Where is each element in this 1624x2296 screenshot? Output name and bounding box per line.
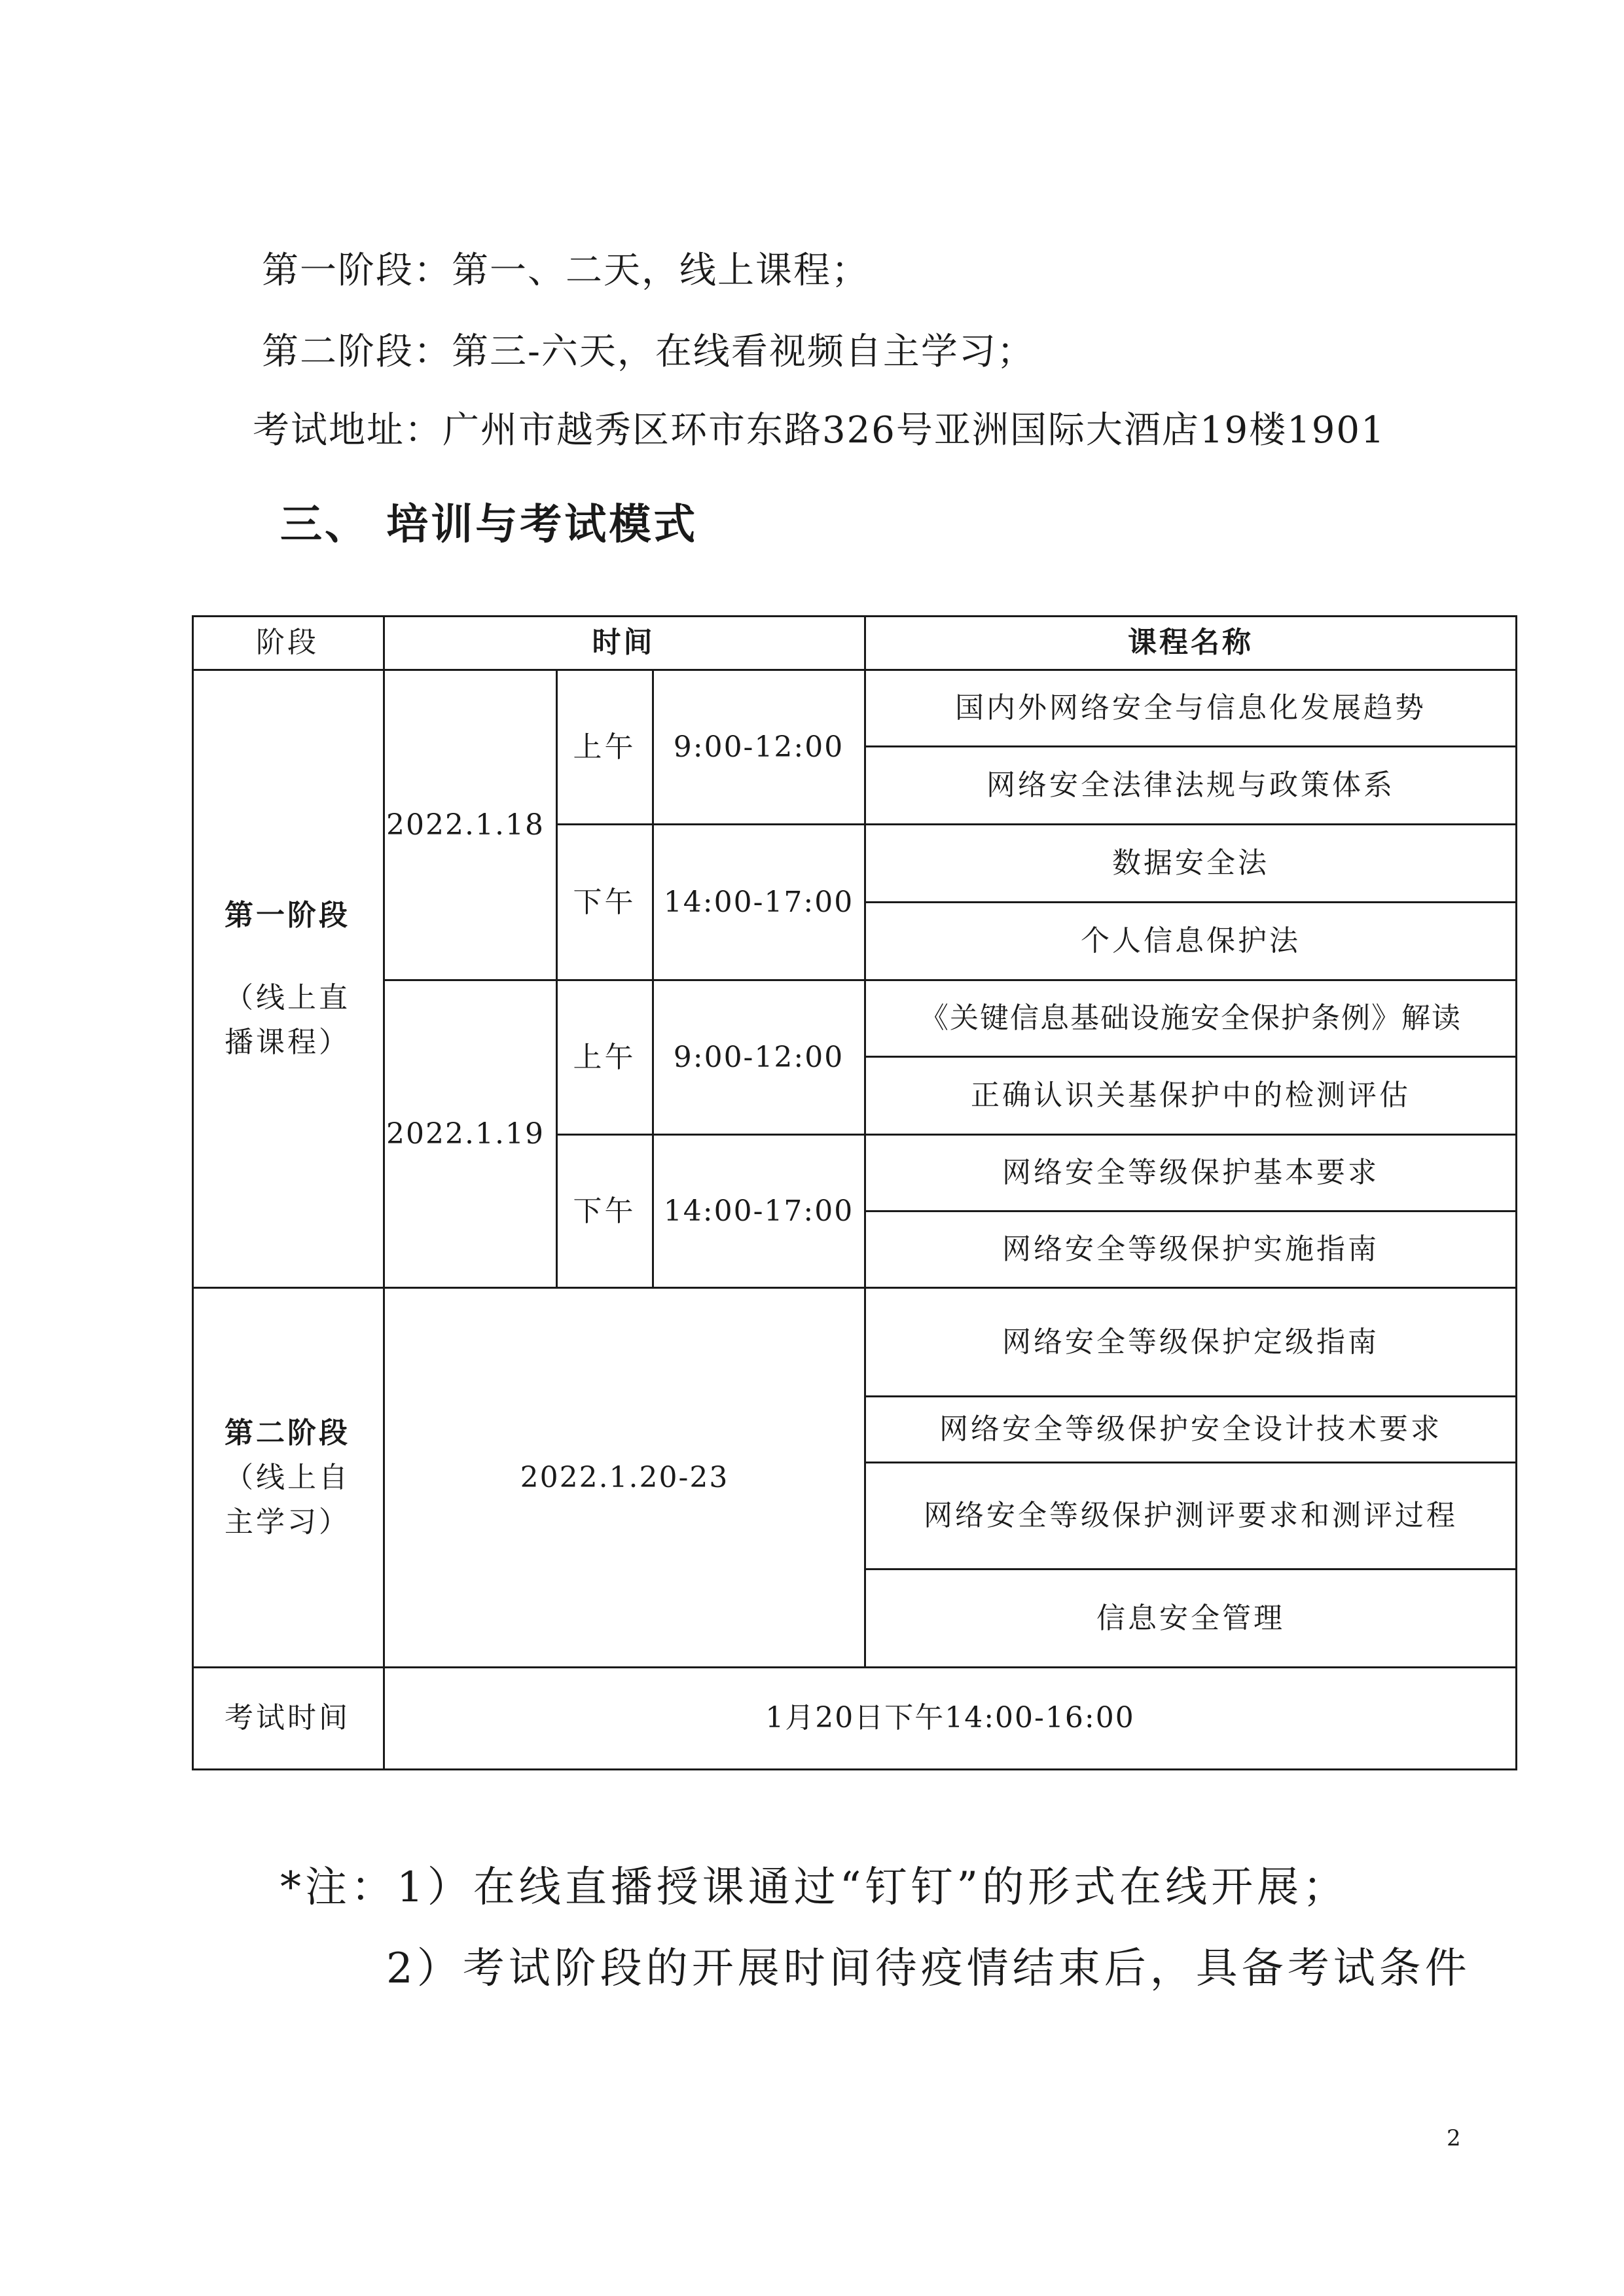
course-cell-3: 数据安全法 bbox=[1112, 846, 1269, 880]
course-cell-2: 网络安全法律法规与政策体系 bbox=[986, 768, 1395, 802]
date-cell-1: 2022.1.18 bbox=[386, 808, 545, 842]
course-cell-12: 信息安全管理 bbox=[1096, 1601, 1285, 1635]
course-cell-4: 个人信息保护法 bbox=[1081, 924, 1301, 958]
intro-line-1: 第一阶段：第一、二天，线上课程； bbox=[262, 249, 869, 292]
stage-2-name: 第二阶段 bbox=[225, 1416, 350, 1450]
period-cell-4: 下午 bbox=[573, 1194, 636, 1228]
header-stage: 阶段 bbox=[256, 625, 319, 659]
stage-1-name: 第一阶段 bbox=[225, 898, 350, 932]
stage-1-cell bbox=[192, 670, 383, 1288]
stage-2-cell bbox=[192, 1288, 383, 1668]
course-cell-6: 正确认识关基保护中的检测评估 bbox=[971, 1079, 1411, 1113]
period-cell-1: 上午 bbox=[573, 730, 636, 764]
time-cell-1: 9:00-12:00 bbox=[673, 730, 844, 764]
page-number: 2 bbox=[1447, 2125, 1461, 2151]
course-cell-11: 网络安全等级保护测评要求和测评过程 bbox=[924, 1499, 1458, 1533]
note-2: 2）考试阶段的开展时间待疫情结束后，具备考试条件 bbox=[386, 1945, 1471, 1993]
period-cell-2: 下午 bbox=[573, 885, 636, 919]
course-cell-9: 网络安全等级保护定级指南 bbox=[1002, 1325, 1379, 1359]
exam-label: 考试时间 bbox=[225, 1700, 350, 1734]
schedule-table bbox=[192, 615, 1517, 1770]
intro-line-2: 第二阶段：第三-六天，在线看视频自主学习； bbox=[262, 331, 1035, 373]
date-cell-2: 2022.1.19 bbox=[386, 1117, 545, 1151]
course-cell-7: 网络安全等级保护基本要求 bbox=[1002, 1156, 1379, 1190]
time-cell-3: 9:00-12:00 bbox=[673, 1040, 844, 1074]
note-1: *注：1）在线直播授课通过“钉钉”的形式在线开展； bbox=[280, 1863, 1349, 1912]
course-cell-5: 《关键信息基础设施安全保护条例》解读 bbox=[920, 1001, 1462, 1035]
time-cell-4: 14:00-17:00 bbox=[663, 1194, 854, 1228]
course-cell-1: 国内外网络安全与信息化发展趋势 bbox=[955, 691, 1426, 725]
stage-1-sub: （线上直播课程） bbox=[225, 980, 350, 1060]
course-cell-8: 网络安全等级保护实施指南 bbox=[1002, 1232, 1379, 1266]
section-heading: 三、 培训与考试模式 bbox=[280, 501, 698, 549]
course-cell-10: 网络安全等级保护安全设计技术要求 bbox=[939, 1412, 1442, 1446]
intro-line-3: 考试地址：广州市越秀区环市东路326号亚洲国际大酒店19楼1901 bbox=[253, 409, 1386, 452]
header-time: 时间 bbox=[592, 625, 655, 659]
period-cell-3: 上午 bbox=[573, 1040, 636, 1074]
stage-2-sub: （线上自主学习） bbox=[225, 1460, 350, 1539]
header-course: 课程名称 bbox=[1128, 625, 1254, 659]
exam-time: 1月20日下午14:00-16:00 bbox=[765, 1700, 1135, 1734]
date-cell-3: 2022.1.20-23 bbox=[520, 1460, 729, 1494]
time-cell-2: 14:00-17:00 bbox=[663, 885, 854, 919]
